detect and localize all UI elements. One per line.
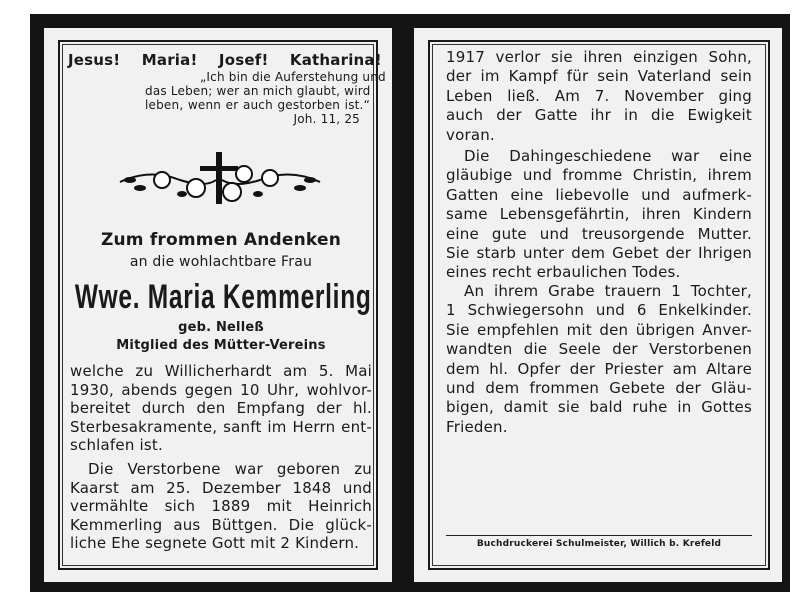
text-line: liche Ehe segnete Gott mit 2 Kindern. <box>70 534 360 553</box>
text-line: dem hl. Opfer der Priester am Altare <box>446 359 752 378</box>
text-line: schlafen ist. <box>70 436 163 455</box>
deceased-name: Wwe. Maria Kemmerling <box>74 278 372 316</box>
text-line: gläubige und fromme Christin, ihrem <box>446 166 752 185</box>
subtitle: an die wohlachtbare Frau <box>129 254 313 270</box>
maiden-name: geb. Nelleß <box>178 320 264 335</box>
text-line: Gatten eine liebevolle und aufmerk- <box>446 185 752 204</box>
text-line: 1930, abends gegen 10 Uhr, wohlvor- <box>70 380 372 399</box>
text-line: Kaarst am 25. Dezember 1848 und <box>70 478 372 497</box>
quote-reference: Joh. 11, 25 <box>293 112 360 126</box>
cross-ornament-icon <box>110 150 330 210</box>
invocation-header: Jesus! Maria! Josef! Katharina! <box>68 51 382 69</box>
text-line: eines recht erbaulichen Todes. <box>446 263 681 282</box>
title: Zum frommen Andenken <box>100 230 342 250</box>
quote-line: das Leben; wer an mich glaubt, wird <box>145 84 371 98</box>
text-line: wandten die Seele der Verstorbenen <box>446 340 752 359</box>
text-line: Sterbesakramente, sanft im Herrn ent- <box>70 417 372 436</box>
text-line: Sie empfehlen mit den übrigen Anver- <box>446 320 752 339</box>
text-line: Die Verstorbene war geboren zu <box>88 460 372 478</box>
text-line: eine gute und treusorgende Mutter. <box>446 224 752 243</box>
text-line: 1917 verlor sie ihren einzigen Sohn, <box>446 48 752 66</box>
membership: Mitglied des Mütter-Vereins <box>116 338 326 353</box>
text-line: auch der Gatte ihr in die Ewigkeit <box>446 106 752 125</box>
text-line: der im Kampf für sein Vaterland sein <box>446 67 752 86</box>
text-line: und dem frommen Gebete der Gläu- <box>446 379 752 397</box>
text-line: vermählte sich 1889 mit Heinrich <box>70 497 372 516</box>
quote-line: leben, wenn er auch gestorben ist.“ <box>145 98 370 112</box>
text-line: welche zu Willicherhardt am 5. Mai <box>70 362 372 380</box>
text-line: 1 Schwiegersohn und 6 Enkelkinder. <box>446 301 752 320</box>
text-line: bigen, damit sie bald ruhe in Gottes <box>446 398 752 417</box>
text-line: Kemmerling aus Büttgen. Die glück- <box>70 515 372 534</box>
footer-divider <box>446 535 752 536</box>
text-line: same Lebensgefährtin, ihren Kindern <box>446 205 752 224</box>
text-line: Die Dahingeschiedene war eine <box>464 147 752 165</box>
quote-line: „Ich bin die Auferstehung und <box>200 70 386 84</box>
text-line: Frieden. <box>446 417 508 436</box>
text-line: voran. <box>446 125 495 144</box>
printer-credit: Buchdruckerei Schulmeister, Willich b. Krefeld <box>476 539 722 549</box>
text-line: Leben ließ. Am 7. November ging <box>446 86 752 105</box>
text-line: bereitet durch den Empfang der hl. <box>70 399 372 418</box>
text-line: Sie starb unter dem Gebet der Ihrigen <box>446 244 752 262</box>
text-line: An ihrem Grabe trauern 1 Tochter, <box>464 282 752 300</box>
